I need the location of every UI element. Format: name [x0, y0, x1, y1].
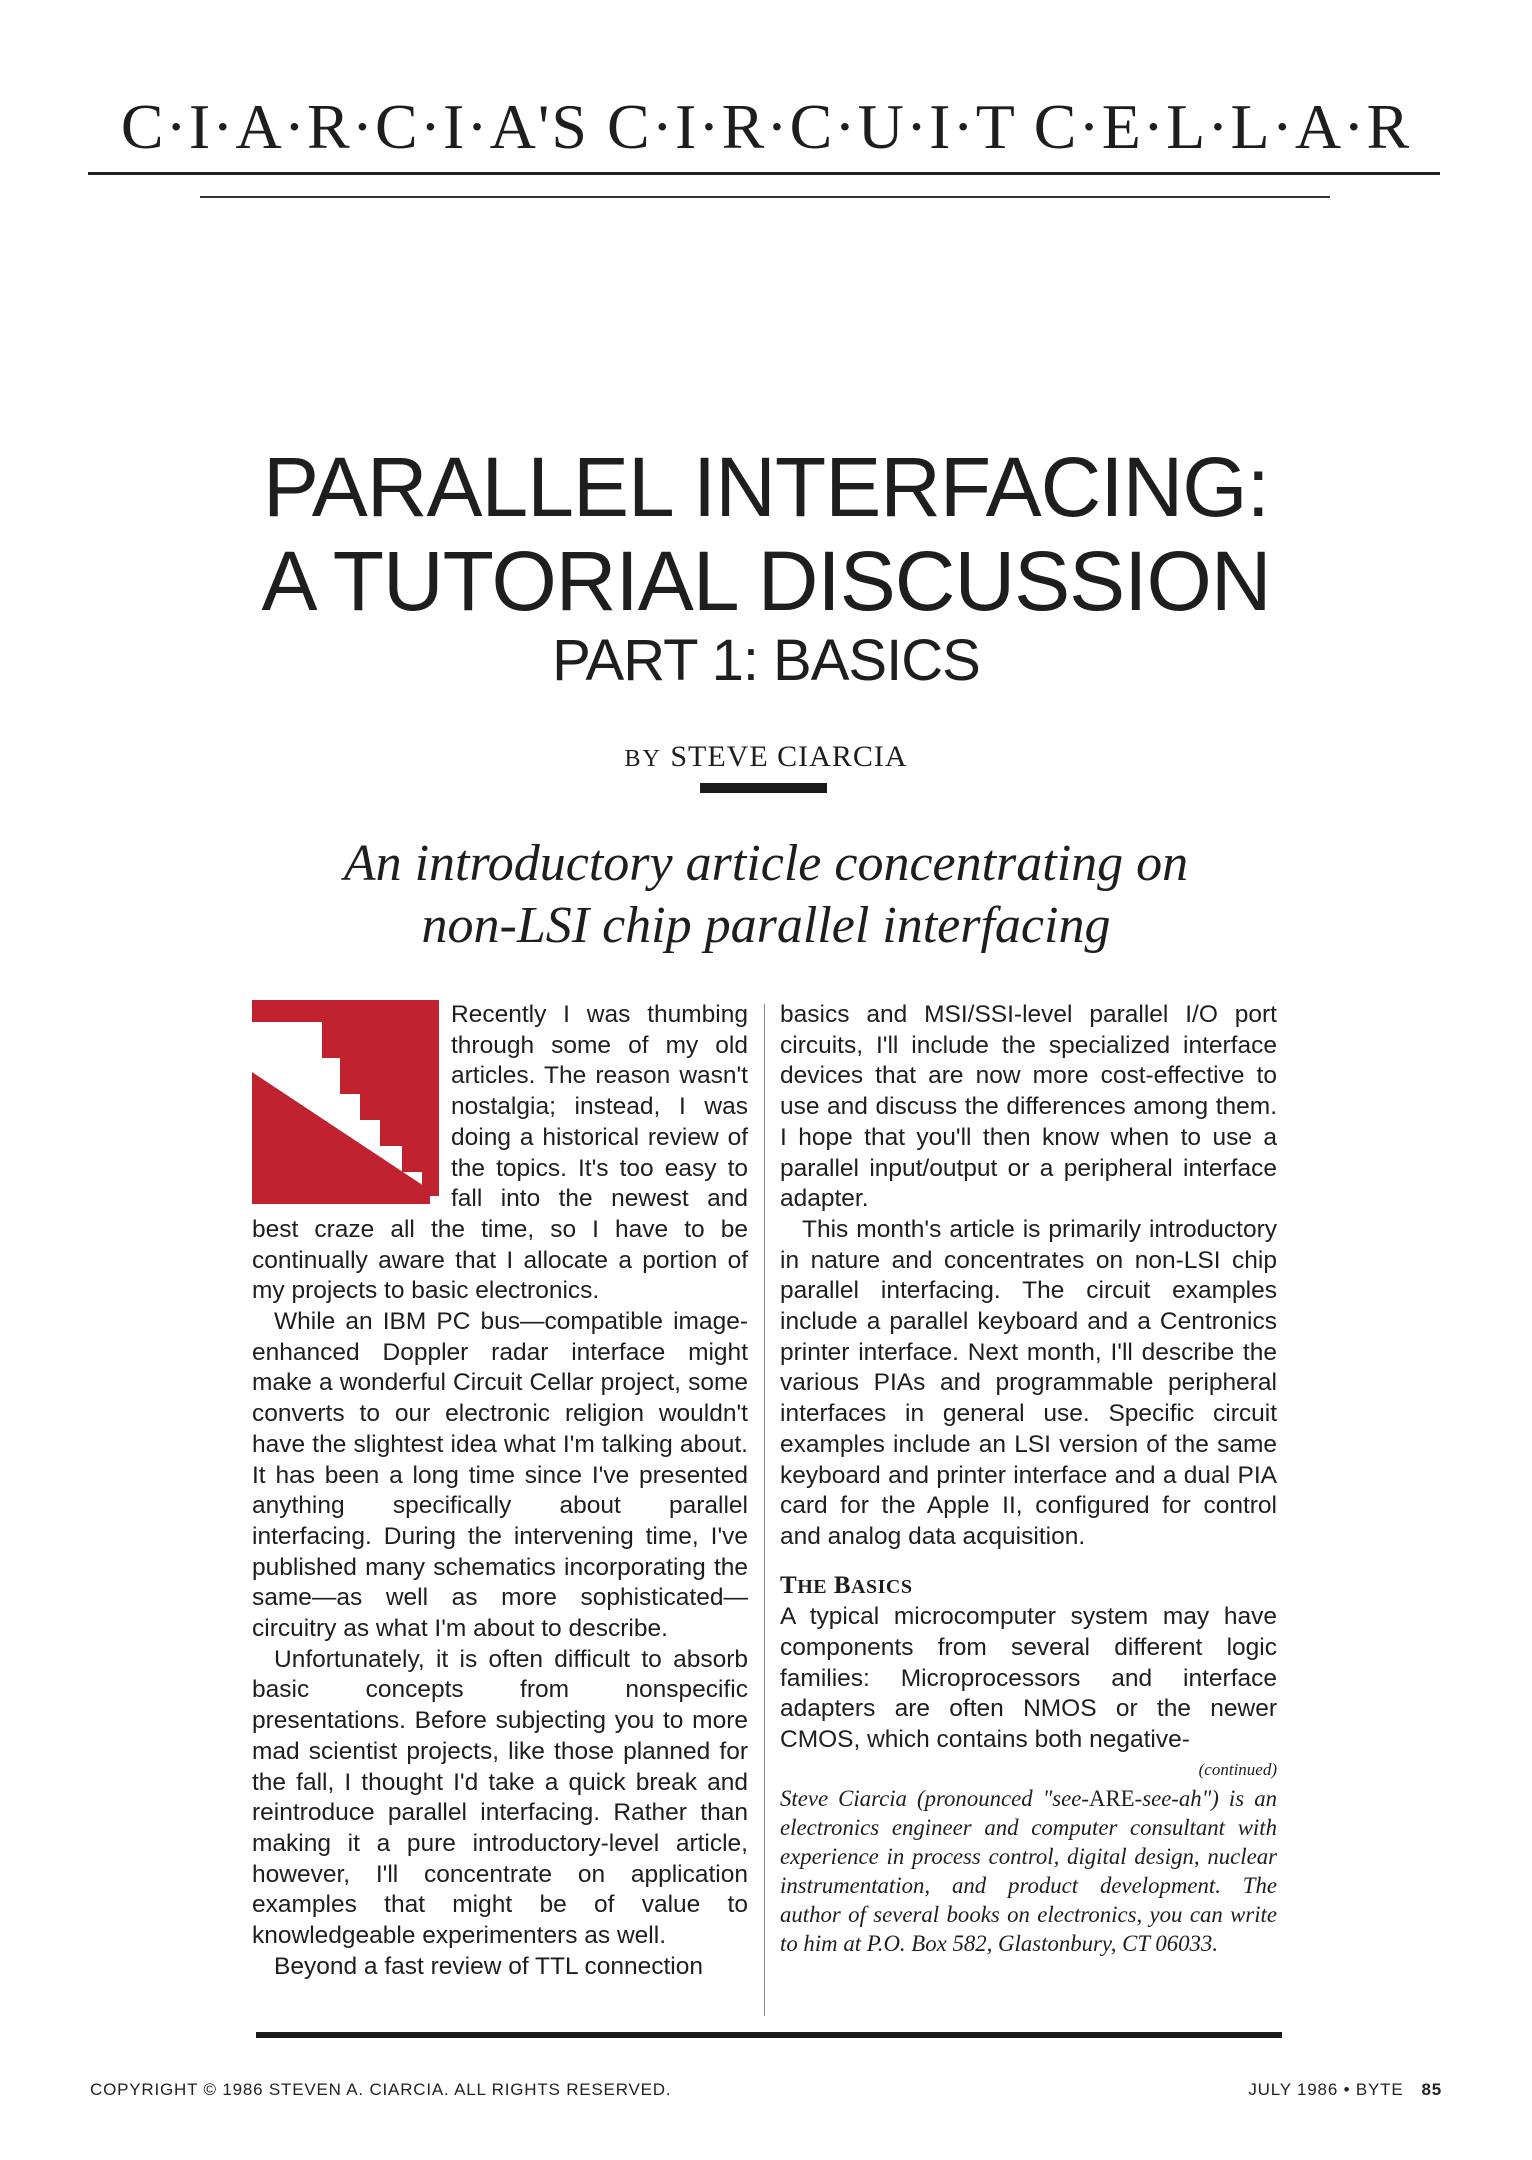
left-paragraph-4: Beyond a fast review of TTL connection	[274, 1952, 703, 1980]
byline-by: BY	[624, 746, 662, 772]
section-heading-b: B	[833, 1571, 852, 1599]
department-header: C·I·A·R·C·I·A'S C·I·R·C·U·I·T C·E·L·L·A·R	[120, 91, 1412, 162]
byline	[0, 740, 1532, 774]
section-paragraph: A typical microcomputer system may have components from several different logic families: Microprocessors and interface adapters are often NMOS or the newer CMOS, which contains both negative-	[780, 1603, 1277, 1754]
section-heading-t: T	[780, 1571, 798, 1599]
bio-part-2: ) is an electronics engineer and computer consultant with experience in process control, digital design, nuclear instrumentation, and product development. The author of several books on electronics, you can write to him at P.O. Box 582, Glastonbury, CT 06033.	[780, 1785, 1277, 1956]
right-paragraph-2: This month's article is primarily introductory in nature and concentrates on non-LSI chip parallel interfacing. The circuit examples include a parallel keyboard and a Centronics printer interface. Next month, I'll describe the various PIAs and programmable peripheral interfaces in general use. Specific circuit examples include an LSI version of the same keyboard and printer interface and a dual PIA card for the Apple II, configured for control and analog data acquisition.	[780, 1215, 1277, 1550]
footer-issue	[1248, 2080, 1442, 2100]
right-column	[780, 1000, 1277, 1958]
bottom-rule	[256, 2032, 1282, 2038]
bio-pronunciation-c: -see-ah"	[1134, 1785, 1212, 1811]
column-divider	[764, 1004, 765, 2016]
section-heading	[780, 1571, 1277, 1603]
left-column	[252, 1000, 748, 1983]
byline-author: STEVE CIARCIA	[670, 740, 908, 773]
header-rule-thin	[200, 196, 1330, 198]
bio-pronunciation-b: ARE	[1089, 1785, 1135, 1811]
author-bio	[780, 1784, 1277, 1958]
part-title: PART 1: BASICS	[552, 628, 980, 693]
subtitle-line-2: non-LSI chip parallel interfacing	[421, 897, 1111, 954]
left-paragraph-1: Recently I was thumbing through some of my old articles. The reason wasn't nostalgia; instead, I was doing a historical review of the topics. It's too easy to fall into the newest and best craze all the time, so I have to be continually aware that I allocate a portion of my projects to basic electronics.	[252, 1001, 748, 1305]
dropcap-staircase-icon	[252, 1000, 439, 1204]
title-line-1: PARALLEL INTERFACING:	[263, 440, 1269, 534]
title-line-2: A TUTORIAL DISCUSSION	[261, 534, 1271, 628]
left-paragraph-2: While an IBM PC bus—compatible image-enhanced Doppler radar interface might make a wonderful Circuit Cellar project, some converts to our electronic religion wouldn't have the slightest idea what I'm talking about. It has been a long time since I've presented anything specifically about parallel interfacing. During the intervening time, I've published many schematics incorporating the same—as well as more sophisticated—circuitry as what I'm about to describe.	[252, 1308, 748, 1643]
footer-issue-date: JULY 1986 • BYTE	[1248, 2080, 1404, 2099]
continued-note: (continued)	[1198, 1759, 1277, 1779]
footer-page-number: 85	[1421, 2080, 1442, 2099]
right-paragraph-1: basics and MSI/SSI-level parallel I/O port circuits, I'll include the specialized interface devices that are now more cost-effective to use and discuss the differences among them. I hope that you'll then know when to use a parallel input/output or a peripheral interface adapter.	[780, 1001, 1277, 1213]
footer-copyright: COPYRIGHT © 1986 STEVEN A. CIARCIA. ALL RIGHTS RESERVED.	[90, 2080, 672, 2099]
byline-bar	[700, 783, 827, 793]
left-paragraph-3: Unfortunately, it is often difficult to absorb basic concepts from nonspecific presentations. Before subjecting you to more mad scientist projects, like those planned for the fall, I thought I'd take a quick break and reintroduce parallel interfacing. Rather than making it a pure introductory-level article, however, I'll concentrate on application examples that might be of value to knowledgeable experimenters as well.	[252, 1645, 748, 1950]
section-heading-asics: ASICS	[851, 1575, 913, 1598]
bio-pronunciation-a: "see-	[1042, 1785, 1089, 1811]
section-heading-he: HE	[797, 1575, 828, 1598]
header-rule-thick	[88, 172, 1440, 175]
bio-part-1: Steve Ciarcia (pronounced	[780, 1785, 1043, 1811]
article-subtitle	[0, 833, 1532, 957]
article-title	[0, 440, 1532, 628]
subtitle-line-1: An introductory article concentrating on	[343, 835, 1189, 892]
